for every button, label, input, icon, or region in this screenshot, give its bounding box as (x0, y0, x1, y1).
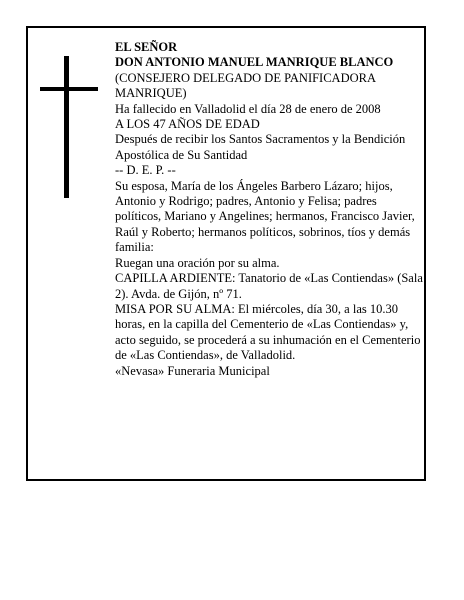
notice-heading: EL SEÑOR (115, 40, 178, 54)
deceased-name: DON ANTONIO MANUEL MANRIQUE BLANCO (115, 55, 394, 70)
chapel-info: CAPILLA ARDIENTE: Tanatorio de «Las Contiendas» (Sala 2). Avda. de Gijón, nº 71. (115, 271, 423, 301)
mass-info: MISA POR SU ALMA: El miércoles, día 30, a las 10.30 horas, en la capilla del Cementerio de «Las Contiendas» y, acto seguido, se procederá a su inhumación en el Cementerio de «Las Contiendas», de Valladolid. (115, 301, 421, 363)
age-statement: A LOS 47 AÑOS DE EDAD (115, 117, 260, 132)
death-statement: Ha fallecido en Valladolid el día 28 de enero de 2008 (115, 101, 381, 116)
prayer-request: Ruegan una oración por su alma. (115, 255, 280, 270)
funeral-home: «Nevasa» Funeraria Municipal (115, 363, 270, 378)
cross-horizontal-bar (40, 87, 98, 91)
obituary-text (115, 40, 425, 379)
sacraments-statement: Después de recibir los Santos Sacramentos y la Bendición Apostólica de Su Santidad (115, 132, 406, 162)
cross-icon (40, 56, 98, 198)
cross-vertical-bar (64, 56, 69, 198)
obituary-notice (26, 26, 426, 481)
family-list: Su esposa, María de los Ángeles Barbero Lázaro; hijos, Antonio y Rodrigo; padres, Antonio y Felisa; padres políticos, Mariano y Angelines; hermanos, Francisco Javier, Raúl y Roberto; hermanos políticos, sobrinos, tíos y demás familia: (115, 178, 415, 255)
rip-line: -- D. E. P. -- (115, 163, 176, 178)
deceased-position: (CONSEJERO DELEGADO DE PANIFICADORA MANRIQUE) (115, 70, 376, 101)
